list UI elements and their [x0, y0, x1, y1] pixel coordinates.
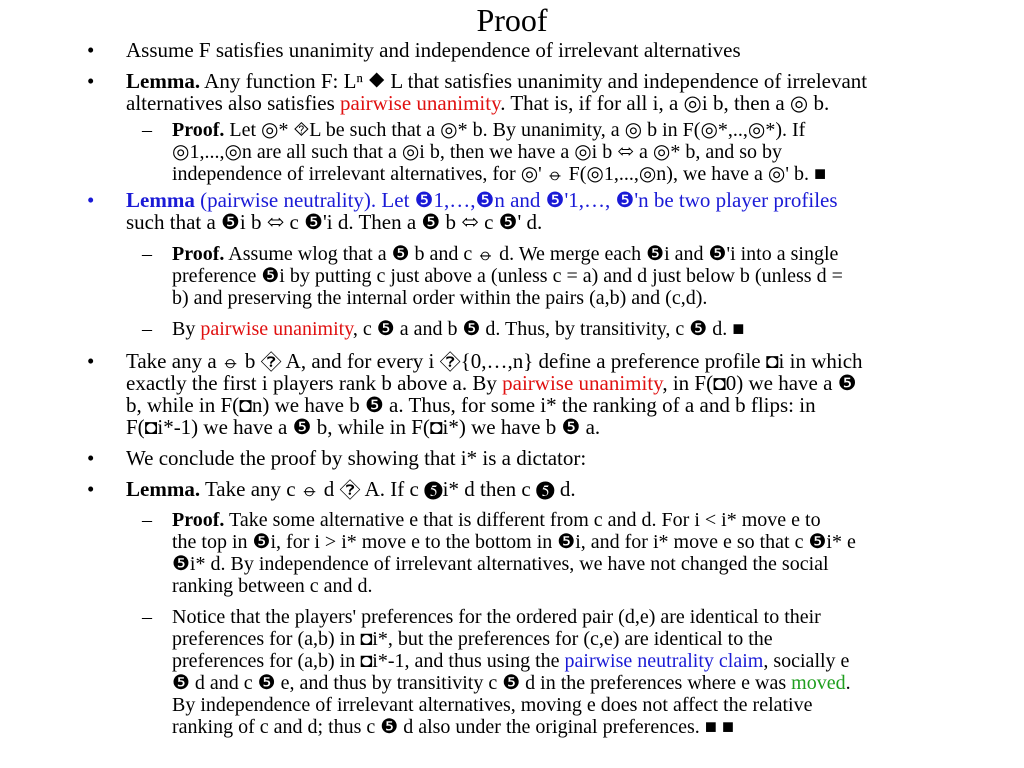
by-pairwise-unanimity: By pairwise unanimity, c ❺ a and b ❺ d. Thus, by transitivity, c ❺ d. ■ — [172, 318, 745, 340]
proof-dictator-line1: Proof. Take some alternative e that is different from c and d. For i < i* move e to — [172, 509, 821, 531]
notice-line3: preferences for (a,b) in ◘i*-1, and thus using the pairwise neutrality claim, socially e — [172, 650, 850, 672]
proof-unanimity-line1: Proof. Let ◎* ⯑L be such that a ◎* b. By unanimity, a ◎ b in F(◎*,..,◎*). If — [172, 119, 806, 141]
bullet-assume: Assume F satisfies unanimity and independence of irrelevant alternatives — [126, 38, 741, 62]
conclude-line: We conclude the proof by showing that i* is a dictator: — [126, 446, 587, 470]
proof-neutrality-line1: Proof. Assume wlog that a ❺ b and c ⦵ d. We merge each ❺i and ❺'i into a single — [172, 243, 839, 265]
bullet-marker: • — [87, 69, 95, 93]
lemma-neutrality-line1: Lemma (pairwise neutrality). Let ❺1,…,❺n and ❺'1,…, ❺'n be two player profiles — [126, 188, 838, 212]
proof-dictator-line4: ranking between c and d. — [172, 575, 373, 597]
take-any-line2: exactly the first i players rank b above a. By pairwise unanimity, in F(◘0) we have a ❺ — [126, 371, 857, 395]
dash-marker: – — [142, 318, 152, 340]
bullet-marker: • — [87, 477, 95, 501]
dash-marker: – — [142, 243, 152, 265]
proof-unanimity-line2: ◎1,...,◎n are all such that a ◎i b, then we have a ◎i b ⬄ a ◎* b, and so by — [172, 141, 782, 163]
bullet-marker: • — [87, 188, 95, 212]
take-any-line3: b, while in F(◘n) we have b ❺ a. Thus, for some i* the ranking of a and b flips: in — [126, 393, 816, 417]
dash-marker: – — [142, 509, 152, 531]
notice-line1: Notice that the players' preferences for the ordered pair (d,e) are identical to their — [172, 606, 821, 628]
take-any-line1: Take any a ⦵ b ⯑ A, and for every i ⯑{0,…,n} define a preference profile ◘i in which — [126, 349, 863, 373]
notice-line5: By independence of irrelevant alternatives, moving e does not affect the relative — [172, 694, 813, 716]
notice-line4: ❺ d and c ❺ e, and thus by transitivity c ❺ d in the preferences where e was moved. — [172, 672, 851, 694]
dash-marker: – — [142, 606, 152, 628]
proof-dictator-line2: the top in ❺i, for i > i* move e to the bottom in ❺i, and for i* move e so that c ❺i* e — [172, 531, 856, 553]
proof-dictator-line3: ❺i* d. By independence of irrelevant alternatives, we have not changed the social — [172, 553, 829, 575]
bullet-marker: • — [87, 349, 95, 373]
proof-neutrality-line3: b) and preserving the internal order within the pairs (a,b) and (c,d). — [172, 287, 708, 309]
notice-line2: preferences for (a,b) in ◘i*, but the preferences for (c,e) are identical to the — [172, 628, 773, 650]
lemma-dictator: Lemma. Take any c ⦵ d ⯑ A. If c ❺i* d then c ❺ d. — [126, 477, 576, 501]
bullet-marker: • — [87, 446, 95, 470]
proof-unanimity-line3: independence of irrelevant alternatives, for ◎' ⦵ F(◎1,...,◎n), we have a ◎' b. ■ — [172, 163, 827, 185]
slide-title: Proof — [476, 2, 548, 38]
lemma-neutrality-line2: such that a ❺i b ⬄ c ❺'i d. Then a ❺ b ⬄ c ❺' d. — [126, 210, 543, 234]
proof-neutrality-line2: preference ❺i by putting c just above a (unless c = a) and d just below b (unless d = — [172, 265, 843, 287]
take-any-line4: F(◘i*-1) we have a ❺ b, while in F(◘i*) we have b ❺ a. — [126, 415, 601, 439]
dash-marker: – — [142, 119, 152, 141]
lemma-unanimity-line1: Lemma. Any function F: Lⁿ ⯁ L that satisfies unanimity and independence of irrelevant — [126, 69, 868, 93]
lemma-unanimity-line2: alternatives also satisfies pairwise unanimity. That is, if for all i, a ◎i b, then a ◎ b. — [126, 91, 830, 115]
bullet-marker: • — [87, 38, 95, 62]
notice-line6: ranking of c and d; thus c ❺ d also under the original preferences. ■ ■ — [172, 716, 734, 738]
